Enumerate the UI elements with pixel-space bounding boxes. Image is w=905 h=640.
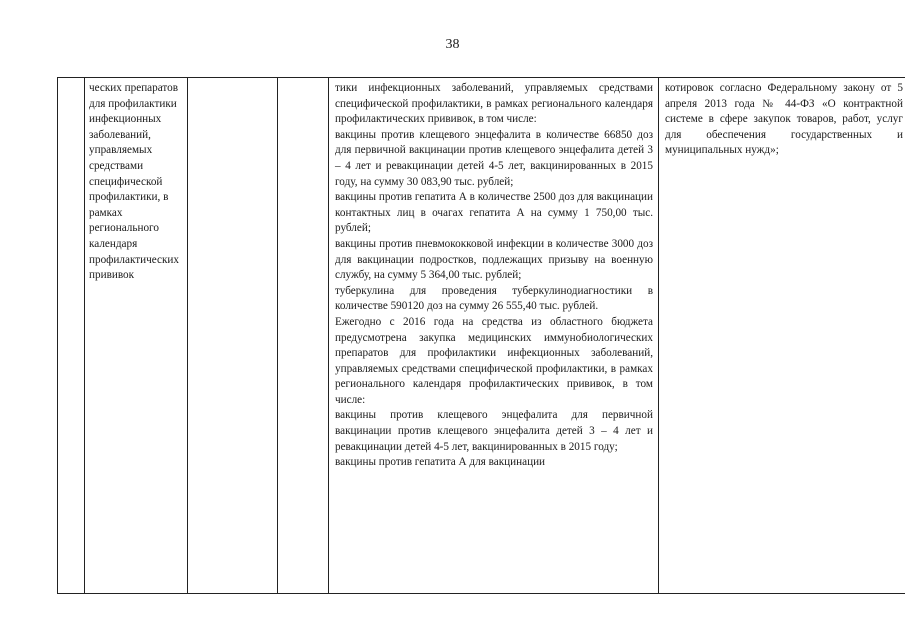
document-table xyxy=(57,77,905,594)
description-paragraph: вакцины против гепатита А для вакцинации xyxy=(335,456,546,469)
description-paragraph: Ежегодно с 2016 года на средства из областного бюджета предусмотрена закупка медицинских иммунобиологических препаратов для профилактики инфекционных заболеваний, управляемых средствами специфической профилактики, в рамках регионального календаря профилактических прививок, в том числе: xyxy=(335,315,653,406)
table-cell-description xyxy=(329,78,659,594)
description-paragraph: вакцины против клещевого энцефалита для первичной вакцинации против клещевого энцефалита детей 3 – 4 лет и ревакцинации детей 4-5 лет, вакцинированных в 2015 году; xyxy=(335,409,653,453)
table-cell-empty-1 xyxy=(188,78,278,594)
table-cell-basis xyxy=(659,78,905,594)
description-paragraph: тики инфекционных заболеваний, управляемых средствами специфической профилактики, в рамках регионального календаря профилактических прививок, в том числе: xyxy=(335,82,653,126)
description-paragraph: туберкулина для проведения туберкулинодиагностики в количестве 590120 доз на сумму 26 555,40 тыс. рублей. xyxy=(335,284,653,313)
description-paragraph: вакцины против клещевого энцефалита в количестве 66850 доз для первичной вакцинации против клещевого энцефалита детей 3 – 4 лет и ревакцинации детей 4-5 лет, вакцинированных в 2015 году, на сумму 30 083,90 тыс. рублей; xyxy=(335,128,653,188)
table-cell-empty-2 xyxy=(278,78,329,594)
table-row xyxy=(58,78,905,594)
table-cell-number xyxy=(58,78,85,594)
page-number: 38 xyxy=(445,37,460,52)
description-paragraph: вакцины против пневмококковой инфекции в количестве 3000 доз для вакцинации подростков, подлежащих призыву на военную службу, на сумму 5 364,00 тыс. рублей; xyxy=(335,237,653,282)
measure-name-text: ческих препаратов для профилактики инфекционных заболеваний, управляемых средствами специфической профилактики, в рамках регионального календаря профилактических прививок xyxy=(89,82,179,282)
description-paragraph: вакцины против гепатита А в количестве 2500 доз для вакцинации контактных лиц в очагах гепатита А на сумму 1 750,00 тыс. рублей; xyxy=(335,191,653,235)
basis-text: котировок согласно Федеральному закону от 5 апреля 2013 года № 44-ФЗ «О контрактной системе в сфере закупок товаров, работ, услуг для обеспечения государственных и муниципальных нужд»; xyxy=(665,82,903,157)
table-cell-name xyxy=(85,78,188,594)
